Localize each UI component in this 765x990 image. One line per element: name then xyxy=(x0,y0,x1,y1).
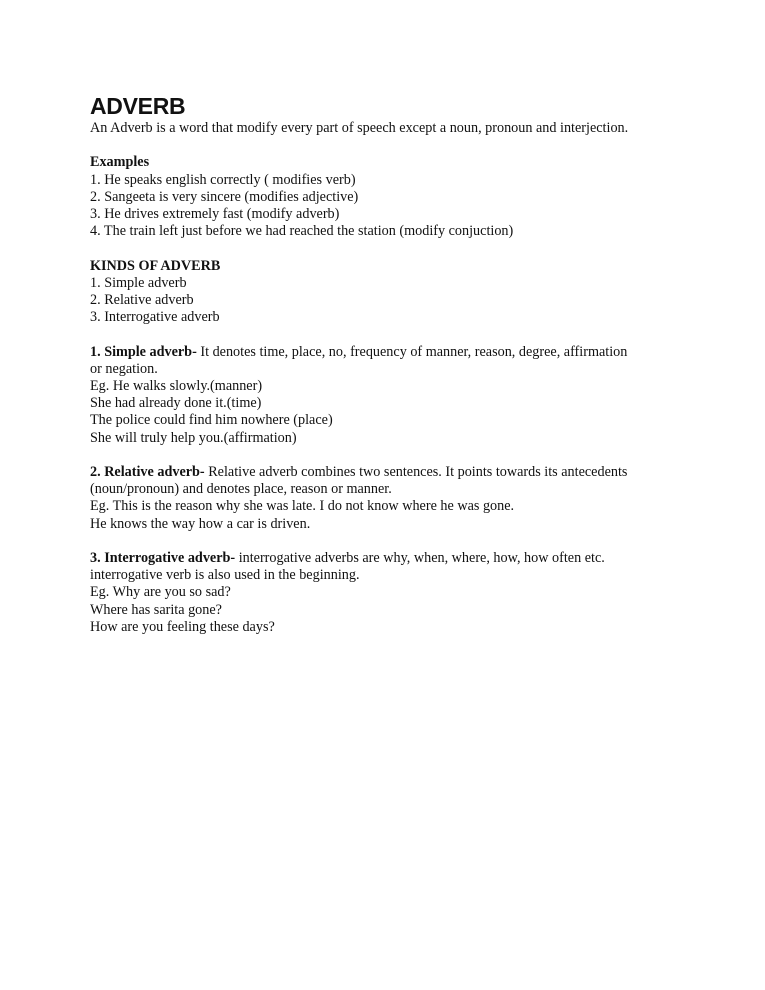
simple-adverb-definition-cont: or negation. xyxy=(90,360,158,377)
relative-example: He knows the way how a car is driven. xyxy=(90,515,311,532)
relative-adverb-definition-cont: (noun/pronoun) and denotes place, reason or manner. xyxy=(90,481,392,498)
spacer xyxy=(90,326,690,343)
spacer xyxy=(90,137,690,154)
example-item: 2. Sangeeta is very sincere (modifies adjective) xyxy=(90,188,359,205)
interrogative-example: Where has sarita gone? xyxy=(90,601,222,618)
example-item: 3. He drives extremely fast (modify adverb) xyxy=(90,206,340,222)
kind-item: 1. Simple adverb xyxy=(90,274,187,291)
kind-item: 3. Interrogative adverb xyxy=(90,309,220,326)
simple-adverb-definition: 1. Simple adverb- It denotes time, place, no, frequency of manner, reason, degree, affirmation xyxy=(90,343,628,360)
kinds-heading: KINDS OF ADVERB xyxy=(90,257,221,274)
interrogative-adverb-label: 3. Interrogative adverb- xyxy=(90,550,236,566)
examples-heading: Examples xyxy=(90,154,150,171)
example-item: 4. The train left just before we had reached the station (modify conjuction) xyxy=(90,223,514,240)
interrogative-example: Eg. Why are you so sad? xyxy=(90,584,231,601)
simple-example: She will truly help you.(affirmation) xyxy=(90,429,297,446)
relative-example: Eg. This is the reason why she was late. I do not know where he was gone. xyxy=(90,498,515,515)
interrogative-adverb-definition: 3. Interrogative adverb- interrogative adverbs are why, when, where, how, how often etc. xyxy=(90,550,605,566)
simple-example: Eg. He walks slowly.(manner) xyxy=(90,378,263,394)
interrogative-example: How are you feeling these days? xyxy=(90,618,275,635)
relative-adverb-label: 2. Relative adverb- xyxy=(90,464,205,480)
spacer xyxy=(90,240,690,257)
document-page xyxy=(90,92,690,636)
relative-adverb-definition: 2. Relative adverb- Relative adverb combines two sentences. It points towards its antecedents xyxy=(90,464,628,480)
interrogative-adverb-definition-cont: interrogative verb is also used in the beginning. xyxy=(90,567,360,584)
simple-example: The police could find him nowhere (place) xyxy=(90,412,333,429)
spacer xyxy=(90,447,690,464)
spacer xyxy=(90,533,690,550)
kind-item: 2. Relative adverb xyxy=(90,292,194,308)
simple-example: She had already done it.(time) xyxy=(90,395,262,412)
definition: An Adverb is a word that modify every part of speech except a noun, pronoun and interjection. xyxy=(90,120,629,136)
example-item: 1. He speaks english correctly ( modifies verb) xyxy=(90,171,356,188)
simple-adverb-label: 1. Simple adverb- xyxy=(90,343,197,360)
page-title: ADVERB xyxy=(90,93,186,119)
